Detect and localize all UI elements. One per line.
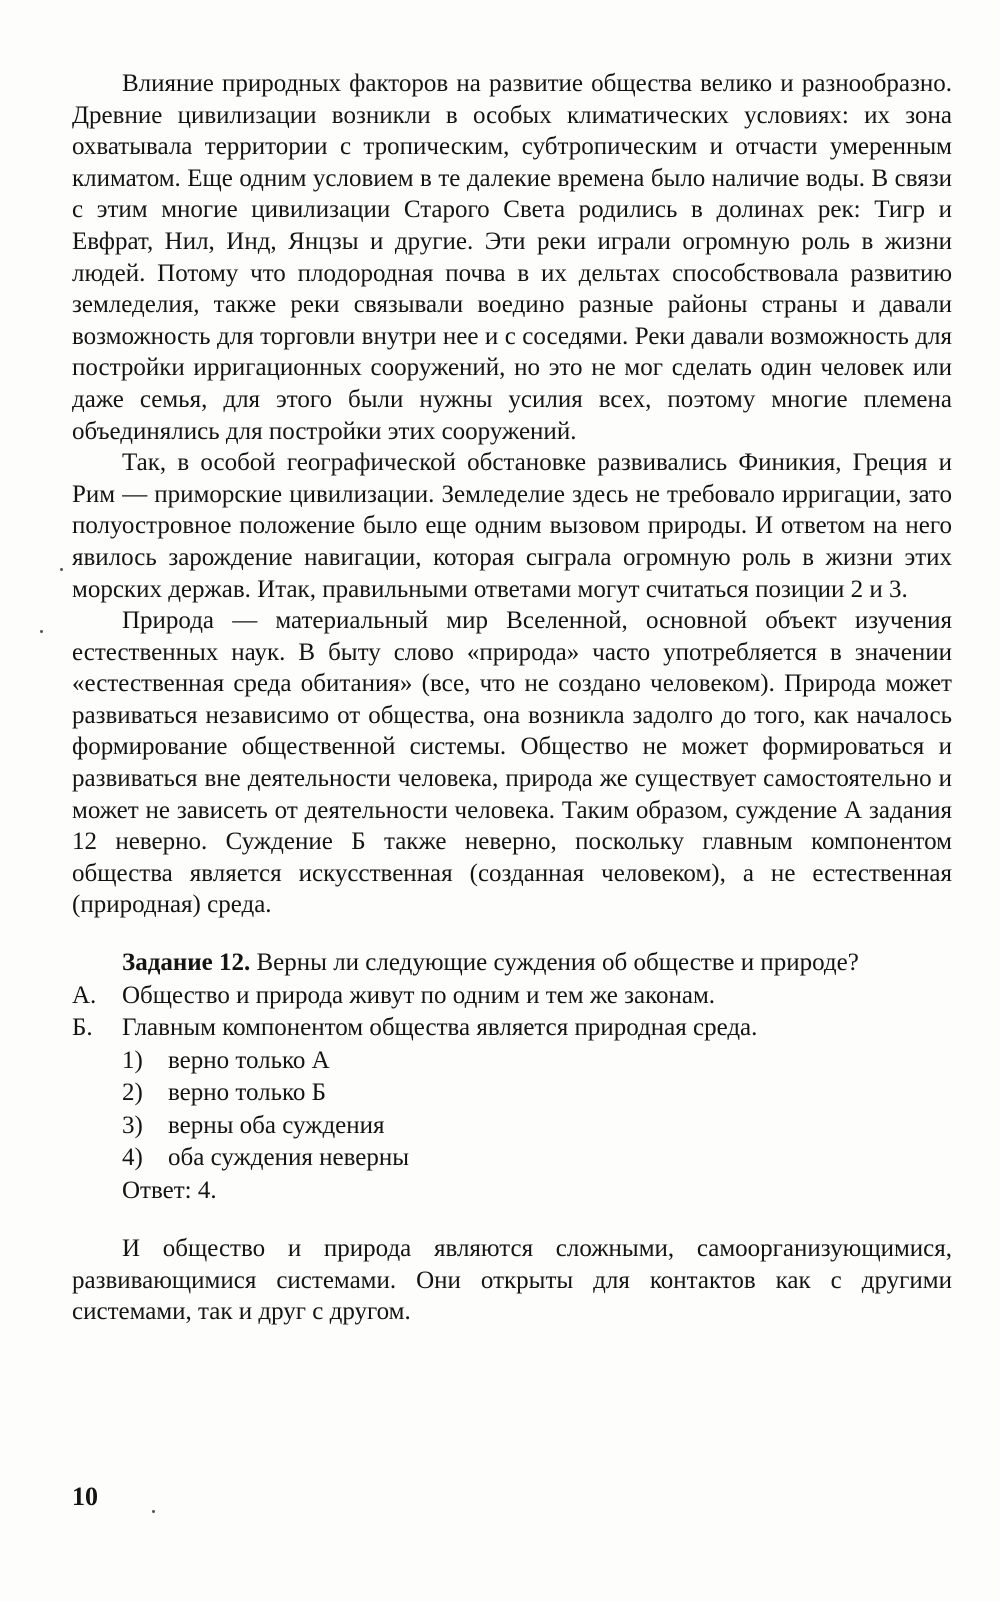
statement-text: Общество и природа живут по одним и тем же законам. <box>122 981 716 1009</box>
answer-option-1 <box>72 1045 952 1078</box>
option-text: верно только А <box>168 1046 330 1074</box>
task-question: Верны ли следующие суждения об обществе и природе? <box>256 949 859 977</box>
option-number: 4) <box>122 1144 143 1172</box>
paragraph-natural-factors: Влияние природных факторов на развитие общества велико и разнообразно. Древние цивилизации возникли в особых климатических условиях: их зона охватывала территории с тропическим, субтропическим и отчасти умеренным климатом. Еще одним условием в те далекие времена было наличие воды. В связи с этим многие цивилизации Старого Света родились в долинах рек: Тигр и Евфрат, Нил, Инд, Янцзы и другие. Эти реки играли огромную роль в жизни людей. Потому что плодородная почва в их дельтах способствовала развитию земледелия, также реки связывали воедино разные районы страны и давали возможность для торговли внутри нее и с соседями. Реки давали возможность для постройки ирригационных сооружений, но это не мог сделать один человек или даже семья, для этого были нужны усилия всех, поэтому многие племена объединялись для постройки этих сооружений. <box>72 70 952 445</box>
scan-speck <box>60 568 63 571</box>
option-text: верны оба суждения <box>168 1111 385 1139</box>
task-title: Задание 12. <box>122 949 251 977</box>
statement-text: Главным компонентом общества является природная среда. <box>122 1014 758 1042</box>
page-number: 10 <box>72 1482 98 1511</box>
answer-option-2 <box>72 1077 952 1110</box>
option-text: оба суждения неверны <box>168 1144 410 1172</box>
paragraph-nature-definition: Природа — материальный мир Вселенной, основной объект изучения естественных наук. В быту слово «природа» часто употребляется в значении «естественная среда обитания» (все, что не создано человеком). Природа может развиваться независимо от общества, она возникла задолго до того, как началось формирование общественной системы. Общество не может формироваться и развиваться вне деятельности человека, природа же существует самостоятельно и может не зависеть от деятельности человека. Таким образом, суждение А задания 12 неверно. Суждение Б также неверно, поскольку главным компонентом общества является искусственная (созданная человеком), а не естественная (природная) среда. <box>72 607 952 919</box>
answer-option-3 <box>72 1110 952 1143</box>
option-number: 2) <box>122 1079 143 1107</box>
task-12 <box>72 947 952 1207</box>
statement-b <box>72 1012 952 1045</box>
option-number: 1) <box>122 1046 143 1074</box>
paragraph-maritime-civilizations: Так, в особой географической обстановке развивались Финикия, Греция и Рим — приморские цивилизации. Земледелие здесь не требовало ирригации, зато полуостровное положение было еще одним вызовом природы. И ответом на него явилось зарождение навигации, которая сыграла огромную роль в жизни этих морских держав. Итак, правильными ответами могут считаться позиции 2 и 3. <box>72 449 952 603</box>
task-answer: Ответ: 4. <box>122 1176 217 1204</box>
page-content <box>72 68 952 1328</box>
task-heading <box>72 947 952 980</box>
statement-letter: Б. <box>72 1014 93 1042</box>
statement-a <box>72 980 952 1013</box>
answer-option-4 <box>72 1142 952 1175</box>
scan-speck <box>152 1510 155 1513</box>
statement-letter: А. <box>72 981 97 1009</box>
option-text: верно только Б <box>168 1079 327 1107</box>
option-number: 3) <box>122 1111 143 1139</box>
scan-speck <box>40 630 43 633</box>
paragraph-systems: И общество и природа являются сложными, самоорганизующимися, развивающимися системами. Они открыты для контактов как с другими системами, так и друг с другом. <box>72 1235 952 1326</box>
